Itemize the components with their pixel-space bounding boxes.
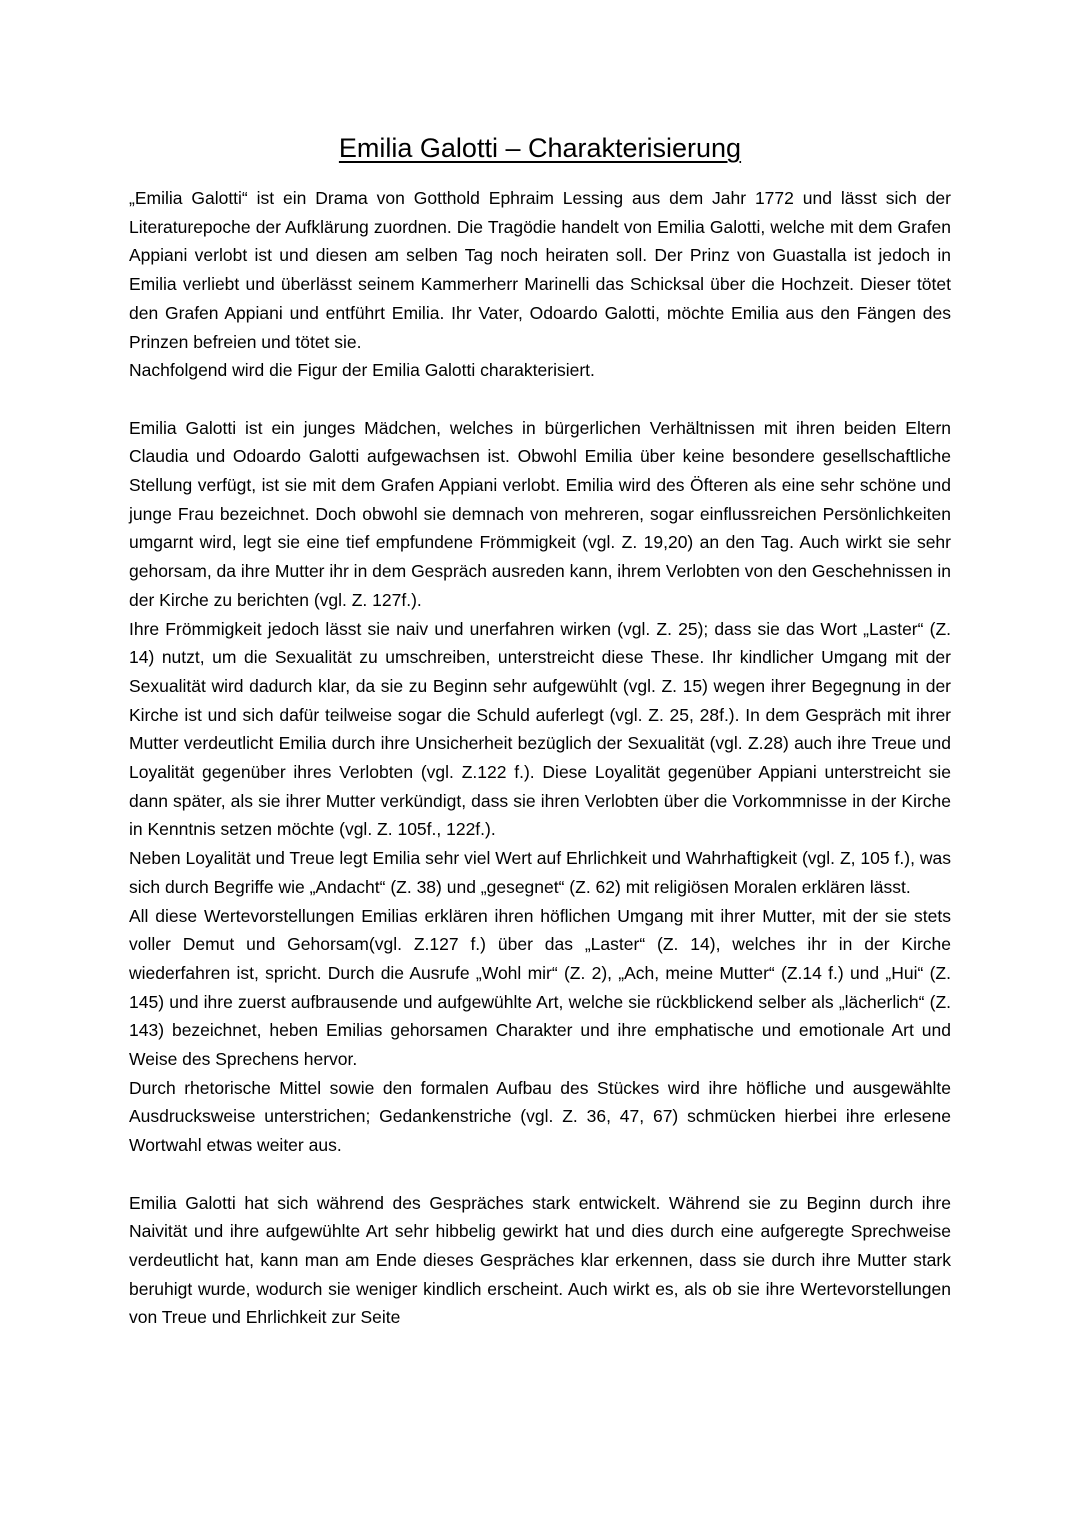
paragraph-intro-conclusion: Nachfolgend wird die Figur der Emilia Galotti charakterisiert. bbox=[129, 360, 595, 381]
paragraph-piety: Ihre Frömmigkeit jedoch lässt sie naiv und unerfahren wirken (vgl. Z. 25); dass sie das Wort „Laster“ (Z. 14) nutzt, um die Sexualität zu umschreiben, unterstreicht diese These. Ihr kindlicher Umgang mit der Sexualität wird dadurch klar, da sie zu Beginn sehr aufgewühlt (vgl. Z. 15) wegen ihrer Begegnung in der Kirche ist und sich dafür teilweise sogar die Schuld auferlegt (vgl. Z. 25, 28f.). In dem Gespräch mit ihrer Mutter verdeutlicht Emilia durch ihre Unsicherheit bezüglich der Sexualität (vgl. Z.28) auch ihre Treue und Loyalität gegenüber ihres Verlobten (vgl. Z.122 f.). Diese Loyalität gegenüber Appiani unterstreicht sie dann später, als sie ihrer Mutter verkündigt, dass sie ihren Verlobten über die Vorkommnisse in der Kirche in Kenntnis setzen möchte (vgl. Z. 105f., 122f.). bbox=[129, 618, 951, 840]
paragraph-rhetoric: Durch rhetorische Mittel sowie den formalen Aufbau des Stückes wird ihre höfliche und ausgewählte Ausdrucksweise unterstrichen; Gedankenstriche (vgl. Z. 36, 47, 67) schmücken hierbei ihre erlesene Wortwahl etwas weiter aus. bbox=[129, 1077, 951, 1156]
paragraph-honesty: Neben Loyalität und Treue legt Emilia sehr viel Wert auf Ehrlichkeit und Wahrhaftigkeit (vgl. Z, 105 f.), was sich durch Begriffe wie „Andacht“ (Z. 38) und „gesegnet“ (Z. 62) mit religiösen Moralen erklären lässt. bbox=[129, 848, 951, 897]
paragraph-intro: „Emilia Galotti“ ist ein Drama von Gotthold Ephraim Lessing aus dem Jahr 1772 und lässt sich der Literaturepoche der Aufklärung zuordnen. Die Tragödie handelt von Emilia Galotti, welche mit dem Grafen Appiani verlobt ist und diesen am selben Tag noch heiraten soll. Der Prinz von Guastalla ist jedoch in Emilia verliebt und überlässt seinem Kammerherr Marinelli das Schicksal über die Hochzeit. Dieser tötet den Grafen Appiani und entführt Emilia. Ihr Vater, Odoardo Galotti, möchte Emilia aus den Fängen des Prinzen befreien und tötet sie. bbox=[129, 188, 951, 352]
paragraph-development: Emilia Galotti hat sich während des Gespräches stark entwickelt. Während sie zu Beginn durch ihre Naivität und ihre aufgewühlte Art sehr hibbelig gewirkt hat und dies durch eine aufgeregte Sprechweise verdeutlicht hat, kann man am Ende dieses Gespräches klar erkennen, dass sie durch ihre Mutter stark beruhigt wurde, wodurch sie weniger kindlich erscheint. Auch wirkt es, als ob sie ihre Wertevorstellungen von Treue und Ehrlichkeit zur Seite bbox=[129, 1192, 951, 1328]
document-title: Emilia Galotti – Charakterisierung bbox=[338, 133, 742, 163]
paragraph-background: Emilia Galotti ist ein junges Mädchen, welches in bürgerlichen Verhältnissen mit ihren beiden Eltern Claudia und Odoardo Galotti aufgewachsen ist. Obwohl Emilia über keine besondere gesellschaftliche Stellung verfügt, ist sie mit dem Grafen Appiani verlobt. Emilia wird des Öfteren als eine sehr schöne und junge Frau bezeichnet. Doch obwohl sie demnach von mehreren, sogar einflussreichen Persönlichkeiten umgarnt wird, legt sie eine tief empfundene Frömmigkeit (vgl. Z. 19,20) an den Tag. Auch wirkt sie sehr gehorsam, da ihre Mutter ihr in dem Gespräch ausreden kann, ihrem Verlobten von den Geschehnissen in der Kirche zu berichten (vgl. Z. 127f.). bbox=[129, 417, 951, 610]
document-body bbox=[129, 184, 951, 1332]
paragraph-values: All diese Wertevorstellungen Emilias erklären ihren höflichen Umgang mit ihrer Mutter, mit der sie stets voller Demut und Gehorsam(vgl. Z.127 f.) über das „Laster“ (Z. 14), welches ihr in der Kirche wiederfahren ist, spricht. Durch die Ausrufe „Wohl mir“ (Z. 2), „Ach, meine Mutter“ (Z.14 f.) und „Hui“ (Z. 145) und ihre zuerst aufbrausende und aufgewühlte Art, welche sie rückblickend selber als „lächerlich“ (Z. 143) bezeichnet, heben Emilias gehorsamen Charakter und ihre emphatische und emotionale Art und Weise des Sprechens hervor. bbox=[129, 905, 951, 1070]
